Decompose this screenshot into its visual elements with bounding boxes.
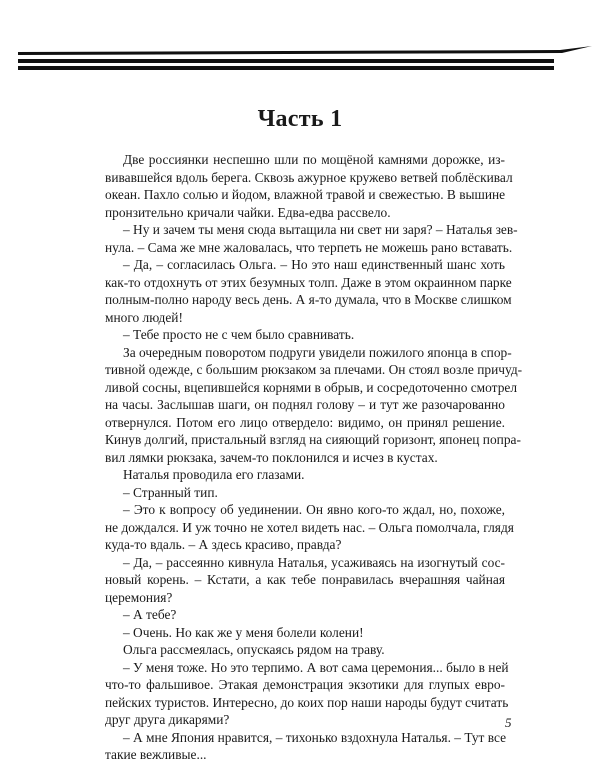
text-line: Две россиянки неспешно шли по мощёной камнями дорожке, из- bbox=[123, 152, 505, 167]
text-line: не дождался. И уж точно не хотел видеть нас. – Ольга помолчала, глядя bbox=[105, 519, 514, 535]
text-line: Наталья проводила его глазами. bbox=[123, 467, 305, 482]
text-line: – У меня тоже. Но это терпимо. А вот сама церемония... было в ней bbox=[123, 659, 509, 675]
text-line: – Странный тип. bbox=[123, 484, 218, 500]
text-line: вивавшейся вдоль берега. Сквозь ажурное кружево ветвей поблёскивал bbox=[105, 169, 513, 185]
text-line: нула. – Сама же мне жаловалась, что терпеть не можешь рано вставать. bbox=[105, 239, 513, 255]
paragraph bbox=[105, 606, 505, 624]
text-line: полным-полно народу весь день. А я-то думала, что в Москве слишком bbox=[105, 292, 512, 307]
paragraph bbox=[105, 466, 505, 484]
text-line: новый корень. – Кстати, а как тебе понравилась вчерашняя чайная bbox=[105, 572, 505, 587]
paragraph bbox=[105, 326, 505, 344]
paragraph bbox=[105, 484, 505, 502]
text-line: такие вежливые... bbox=[105, 747, 207, 762]
text-line: вил лямки рюкзака, зачем-то поклонился и исчез в кустах. bbox=[105, 449, 438, 465]
ornament-line-middle bbox=[18, 59, 554, 63]
text-line: – Да, – согласилась Ольга. – Но это наш единственный шанс хоть bbox=[123, 257, 505, 272]
text-line: куда-то вдаль. – А здесь красиво, правда? bbox=[105, 537, 342, 552]
text-line: много людей! bbox=[105, 309, 183, 325]
text-line: друг друга дикарями? bbox=[105, 712, 230, 727]
ornament-line-top bbox=[18, 46, 592, 55]
text-line: – А тебе? bbox=[123, 607, 177, 622]
text-line: океан. Пахло солью и йодом, влажной травой и свежестью. В вышине bbox=[105, 187, 506, 202]
text-line: церемония? bbox=[105, 589, 173, 605]
ornament-line-bottom bbox=[18, 66, 554, 70]
paragraph bbox=[105, 256, 512, 326]
paragraph bbox=[105, 151, 513, 221]
paragraph bbox=[105, 729, 505, 764]
text-line: что-то фальшивое. Этакая демонстрация экзотики для глупых евро- bbox=[105, 677, 505, 692]
text-line: ливой сосны, вцепившейся корнями в обрыв, и сосредоточенно смотрел bbox=[105, 379, 518, 395]
paragraph bbox=[105, 221, 518, 256]
paragraph bbox=[105, 501, 514, 554]
text-line: – Очень. Но как же у меня болели колени! bbox=[123, 624, 364, 640]
text-line: пронзительно кричали чайки. Едва-едва рассвело. bbox=[105, 204, 391, 220]
text-line: отвернулся. Потом его лицо отвердело: видимо, он принял решение. bbox=[105, 414, 505, 430]
paragraph bbox=[105, 344, 523, 467]
text-line: тивной одежде, с большим рюкзаком за плечами. Он стоял возле причуд- bbox=[105, 362, 523, 377]
header-ornament-rule bbox=[0, 44, 600, 74]
text-line: Кинув долгий, пристальный взгляд на сияющий горизонт, японец попра- bbox=[105, 432, 521, 447]
page-number: 5 bbox=[505, 715, 512, 730]
text-line: как-то отдохнуть от этих безумных толп. Даже в этом окраинном парке bbox=[105, 274, 512, 290]
text-line: За очередным поворотом подруги увидели пожилого японца в спор- bbox=[123, 344, 512, 360]
chapter-title: Часть 1 bbox=[257, 106, 343, 132]
paragraph bbox=[105, 554, 505, 607]
body-text bbox=[105, 151, 523, 764]
text-line: на часы. Заслышав шаги, он поднял голову – и тут же разочарованно bbox=[105, 397, 505, 412]
paragraph bbox=[105, 641, 505, 659]
text-line: пейских туристов. Интересно, до коих пор наши народы будут считать bbox=[105, 694, 509, 710]
text-line: Ольга рассмеялась, опускаясь рядом на траву. bbox=[123, 642, 385, 657]
text-line: – Это к вопросу об уединении. Он явно кого-то ждал, но, похоже, bbox=[123, 502, 505, 517]
text-line: – Ну и зачем ты меня сюда вытащила ни свет ни заря? – Наталья зев- bbox=[123, 222, 518, 237]
paragraph bbox=[105, 659, 509, 729]
text-line: – Тебе просто не с чем было сравнивать. bbox=[123, 327, 355, 342]
paragraph bbox=[105, 624, 505, 642]
text-line: – Да, – рассеянно кивнула Наталья, усаживаясь на изогнутый сос- bbox=[123, 554, 505, 570]
text-line: – А мне Япония нравится, – тихонько вздохнула Наталья. – Тут все bbox=[123, 729, 507, 745]
